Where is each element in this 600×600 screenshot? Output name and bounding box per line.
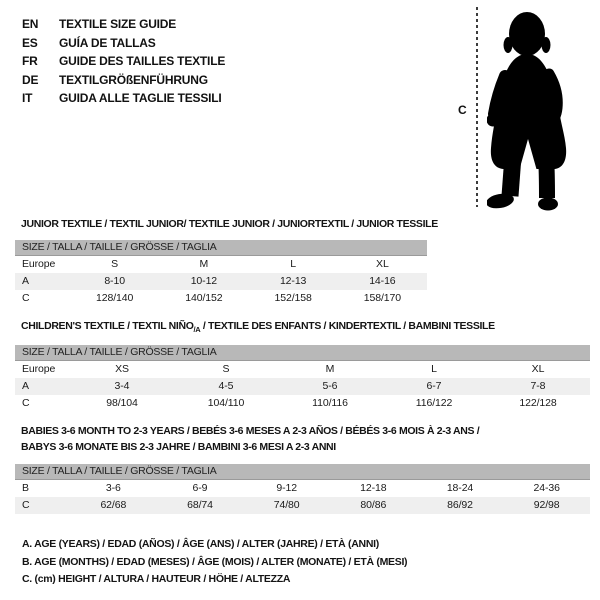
size-cell: XL xyxy=(376,258,389,270)
size-cell: S xyxy=(222,363,230,375)
children-title-main: CHILDREN'S TEXTILE / TEXTIL NIÑO xyxy=(21,320,194,332)
children-title-sub: /A xyxy=(193,325,201,335)
size-cell: 140/152 xyxy=(185,292,223,304)
size-cell: 80/86 xyxy=(360,499,387,511)
language-code: IT xyxy=(22,91,33,105)
size-cell: 128/140 xyxy=(95,292,134,304)
language-code: FR xyxy=(22,54,38,68)
table-row-age-months xyxy=(15,480,590,497)
table-row-height xyxy=(15,497,590,514)
row-label: C xyxy=(22,397,30,409)
babies-table-title-line2: BABYS 3-6 MONATE BIS 2-3 JAHRE / BAMBINI 3-6 MESI A 2-3 ANNI xyxy=(21,441,336,453)
size-header-band: SIZE / TALLA / TAILLE / GRÖSSE / TAGLIA xyxy=(15,464,590,480)
table-row-height xyxy=(15,395,590,412)
language-code: DE xyxy=(22,72,39,87)
junior-size-table xyxy=(15,240,427,307)
row-label: C xyxy=(22,499,30,511)
size-cell: 4-5 xyxy=(218,380,234,392)
size-cell: M xyxy=(325,363,335,375)
height-measure-label: C xyxy=(458,103,467,117)
size-cell: 92/98 xyxy=(533,499,560,511)
table-row-europe xyxy=(15,256,427,273)
table-row-europe xyxy=(15,361,590,378)
size-cell: L xyxy=(431,363,437,375)
children-table-title xyxy=(21,320,495,334)
size-cell: 6-9 xyxy=(192,482,208,494)
row-label: Europe xyxy=(22,258,56,270)
size-cell: 8-10 xyxy=(104,275,125,287)
children-size-table xyxy=(15,345,590,412)
language-title-list xyxy=(22,15,225,108)
row-label: A xyxy=(22,275,29,287)
row-label: A xyxy=(22,380,29,392)
language-label: TEXTILE SIZE GUIDE xyxy=(59,17,177,31)
language-code: ES xyxy=(22,35,38,50)
size-cell: XL xyxy=(531,363,545,375)
baby-silhouette-icon xyxy=(487,8,599,212)
size-cell: 12-18 xyxy=(360,482,387,494)
row-label: Europe xyxy=(22,363,56,375)
size-cell: 18-24 xyxy=(446,482,474,494)
size-cell: 152/158 xyxy=(274,292,312,304)
size-cell: 7-8 xyxy=(530,380,546,392)
size-header-band: SIZE / TALLA / TAILLE / GRÖSSE / TAGLIA xyxy=(15,240,427,256)
size-cell: 62/68 xyxy=(100,499,127,511)
row-label: C xyxy=(22,292,30,304)
footnote-age-years: A. AGE (YEARS) / EDAD (AÑOS) / ÂGE (ANS) / ALTER (JAHRE) / ETÀ (ANNI) xyxy=(22,538,379,550)
size-cell: 3-6 xyxy=(105,482,121,494)
language-code: EN xyxy=(22,17,39,31)
size-cell: 9-12 xyxy=(276,482,297,494)
size-cell: 86/92 xyxy=(447,499,473,511)
language-label: GUIDE DES TAILLES TEXTILE xyxy=(59,54,226,68)
size-cell: 14-16 xyxy=(369,275,396,287)
babies-size-table xyxy=(15,464,590,514)
size-cell: 6-7 xyxy=(426,380,442,392)
size-cell: 104/110 xyxy=(207,397,245,409)
size-cell: L xyxy=(290,258,296,270)
footnote-age-months: B. AGE (MONTHS) / EDAD (MESES) / ÂGE (MOIS) / ALTER (MONATE) / ETÀ (MESI) xyxy=(22,555,408,568)
size-cell: 74/80 xyxy=(273,499,300,511)
table-row-height xyxy=(15,290,427,307)
size-cell: M xyxy=(199,258,209,270)
junior-table-title: JUNIOR TEXTILE / TEXTIL JUNIOR/ TEXTILE JUNIOR / JUNIORTEXTIL / JUNIOR TESSILE xyxy=(21,218,438,230)
language-label: GUÍA DE TALLAS xyxy=(59,35,156,50)
size-cell: XS xyxy=(115,363,129,375)
height-measure-line xyxy=(476,7,478,207)
footnote-height: C. (cm) HEIGHT / ALTURA / HAUTEUR / HÖHE / ALTEZZA xyxy=(22,573,291,585)
size-cell: 24-36 xyxy=(533,482,560,494)
size-cell: 122/128 xyxy=(519,397,557,409)
size-cell: 68/74 xyxy=(187,499,213,511)
language-row-es xyxy=(22,34,225,53)
babies-table-title-line1: BABIES 3-6 MONTH TO 2-3 YEARS / BEBÉS 3-6 MESES A 2-3 AÑOS / BÉBÉS 3-6 MOIS À 2-3 ANS / xyxy=(21,425,480,437)
children-title-rest: / TEXTILE DES ENFANTS / KINDERTEXTIL / BAMBINI TESSILE xyxy=(200,320,495,332)
size-cell: 12-13 xyxy=(279,275,307,287)
size-cell: 10-12 xyxy=(190,275,218,287)
row-label: B xyxy=(22,482,29,494)
language-row-it xyxy=(22,89,225,108)
table-row-age-years xyxy=(15,273,427,290)
language-label: TEXTILGRÖßENFÜHRUNG xyxy=(59,72,208,87)
size-cell: 110/116 xyxy=(312,397,348,409)
footnote-list xyxy=(22,536,407,589)
size-cell: 116/122 xyxy=(415,397,453,409)
table-row-age-years xyxy=(15,378,590,395)
size-cell: 98/104 xyxy=(106,397,138,409)
size-cell: S xyxy=(111,258,119,270)
language-row-en xyxy=(22,15,225,34)
language-row-fr xyxy=(22,52,225,71)
size-header-band: SIZE / TALLA / TAILLE / GRÖSSE / TAGLIA xyxy=(15,345,590,361)
language-label: GUIDA ALLE TAGLIE TESSILI xyxy=(59,91,222,105)
language-row-de xyxy=(22,71,225,90)
size-cell: 5-6 xyxy=(322,380,338,392)
size-cell: 3-4 xyxy=(114,380,130,392)
size-cell: 158/170 xyxy=(363,292,401,304)
